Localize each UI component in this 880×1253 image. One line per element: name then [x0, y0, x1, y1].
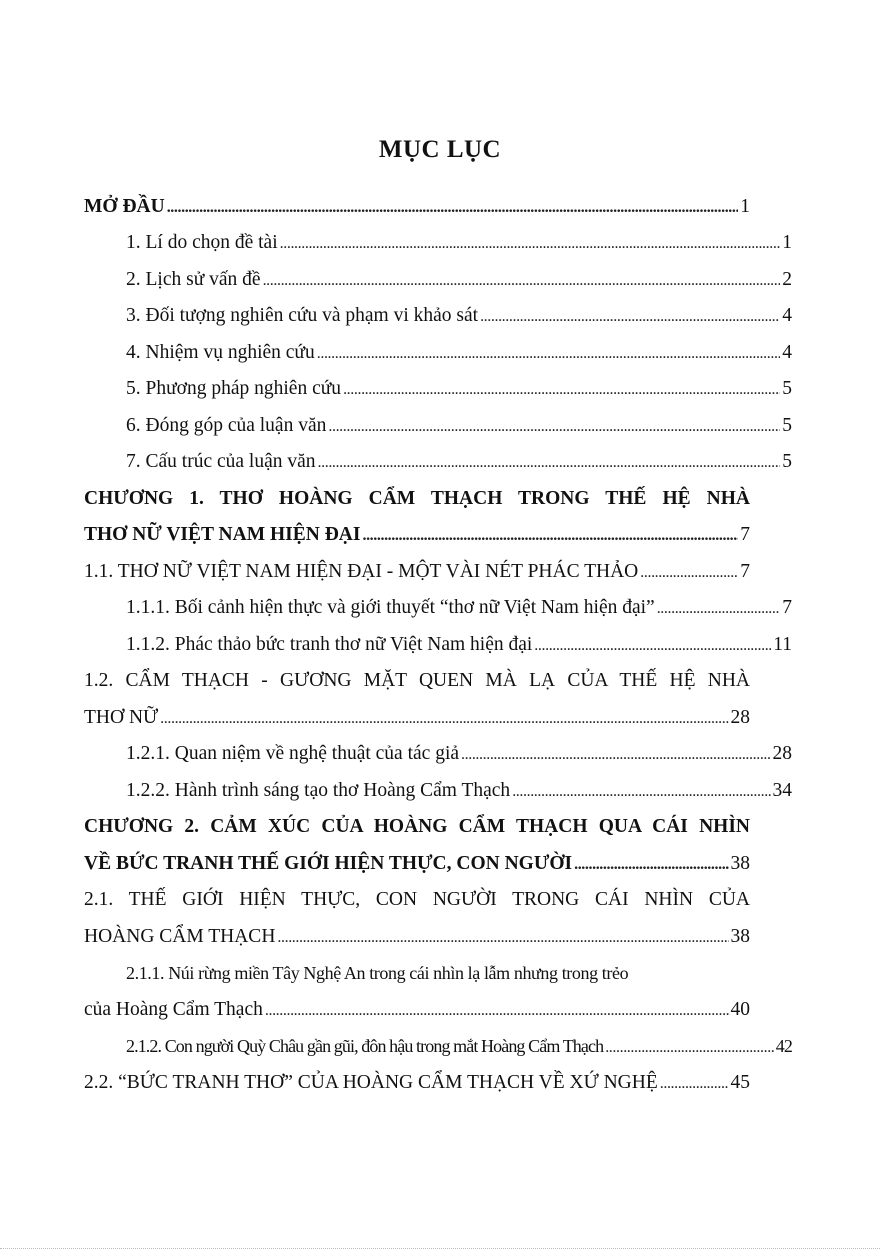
dot-leader	[160, 701, 728, 736]
dot-leader	[534, 628, 771, 663]
toc-entry[interactable]	[84, 774, 792, 808]
toc-label: 1.2.2. Hành trình sáng tạo thơ Hoàng Cẩm Thạch	[126, 780, 511, 801]
toc-label: 1.2. CẨM THẠCH - GƯƠNG MẶT QUEN MÀ LẠ CỦA THẾ HỆ NHÀ	[84, 670, 750, 691]
toc-label: 2.2. “BỨC TRANH THƠ” CỦA HOÀNG CẨM THẠCH VỀ XỨ NGHỆ	[84, 1072, 658, 1093]
toc-label: CHƯƠNG 2. CẢM XÚC CỦA HOÀNG CẨM THẠCH QUA CÁI NHÌN	[84, 816, 750, 837]
toc-page-number: 28	[772, 743, 792, 764]
toc-entry[interactable]	[84, 1066, 750, 1100]
toc-page-number: 45	[730, 1072, 750, 1093]
toc-page-number: 34	[772, 780, 792, 801]
toc-entry[interactable]	[84, 628, 792, 662]
toc-page-number: 7	[782, 597, 792, 618]
dot-leader	[605, 1029, 774, 1065]
toc-label: 4. Nhiệm vụ nghiên cứu	[126, 342, 315, 363]
toc-page-number: 11	[773, 634, 792, 655]
dot-leader	[167, 190, 739, 225]
toc-entry[interactable]	[84, 263, 792, 297]
toc-entry[interactable]	[84, 409, 792, 443]
toc-label: CHƯƠNG 1. THƠ HOÀNG CẨM THẠCH TRONG THẾ HỆ NHÀ	[84, 488, 750, 509]
dot-leader	[362, 518, 738, 553]
toc-label: HOÀNG CẨM THẠCH	[84, 926, 276, 947]
toc-entry[interactable]	[84, 226, 792, 260]
toc-entry-chapter-1[interactable]	[84, 518, 750, 552]
toc-page-number: 7	[740, 524, 750, 545]
toc-label: 2.1. THẾ GIỚI HIỆN THỰC, CON NGƯỜI TRONG CÁI NHÌN CỦA	[84, 889, 750, 910]
toc-section-1-2-heading[interactable]	[84, 664, 750, 698]
toc-page-number: 5	[782, 378, 792, 399]
toc-entry[interactable]	[84, 701, 750, 735]
toc-page-number: 1	[782, 232, 792, 253]
toc-page-number: 42	[775, 1036, 792, 1056]
toc-chapter-2-heading[interactable]	[84, 810, 750, 844]
toc-label: MỞ ĐẦU	[84, 196, 165, 217]
toc-label: 1.1. THƠ NỮ VIỆT NAM HIỆN ĐẠI - MỘT VÀI NÉT PHÁC THẢO	[84, 561, 639, 582]
toc-chapter-1-heading[interactable]	[84, 482, 750, 516]
page-title: MỤC LỤC	[378, 136, 502, 163]
toc-label: 2.1.1. Núi rừng miền Tây Nghệ An trong cái nhìn lạ lẫm nhưng trong trẻo	[126, 963, 629, 983]
toc-page-number: 5	[782, 451, 792, 472]
toc-entry-mo-dau[interactable]	[84, 190, 750, 224]
dot-leader	[317, 336, 781, 371]
dot-leader	[574, 847, 728, 882]
toc-page-number: 7	[740, 561, 750, 582]
toc-page-number: 2	[782, 269, 792, 290]
dot-leader	[328, 409, 780, 444]
toc-page-number: 5	[782, 415, 792, 436]
toc-entry[interactable]	[84, 445, 792, 479]
dot-leader	[343, 372, 780, 407]
dot-leader	[280, 226, 781, 261]
toc-entry[interactable]	[84, 737, 792, 771]
toc-label: VỀ BỨC TRANH THẾ GIỚI HIỆN THỰC, CON NGƯỜI	[84, 853, 573, 874]
toc-label: 1. Lí do chọn đề tài	[126, 232, 278, 253]
toc-page-number: 40	[730, 999, 750, 1020]
toc-label: 1.1.2. Phác thảo bức tranh thơ nữ Việt Nam hiện đại	[126, 634, 533, 655]
toc-entry-chapter-2[interactable]	[84, 847, 750, 881]
dot-leader	[263, 263, 781, 298]
toc-label: 7. Cấu trúc của luận văn	[126, 451, 316, 472]
dot-leader	[265, 993, 729, 1028]
toc-page-number: 38	[730, 853, 750, 874]
page-bottom-edge	[0, 1248, 880, 1249]
toc-entry[interactable]	[84, 920, 750, 954]
toc-entry[interactable]	[84, 591, 792, 625]
toc-section-2-1-1-heading[interactable]	[84, 956, 792, 990]
dot-leader	[480, 299, 780, 334]
toc-section-2-1-heading[interactable]	[84, 883, 750, 917]
toc-label: THƠ NỮ	[84, 707, 159, 728]
toc-entry[interactable]	[84, 372, 792, 406]
toc-label: 2. Lịch sử vấn đề	[126, 269, 261, 290]
toc-page-number: 38	[730, 926, 750, 947]
toc-label: THƠ NỮ VIỆT NAM HIỆN ĐẠI	[84, 524, 361, 545]
toc-label: 6. Đóng góp của luận văn	[126, 415, 327, 436]
dot-leader	[640, 555, 738, 590]
toc-page-number: 28	[730, 707, 750, 728]
toc-entry[interactable]	[84, 299, 792, 333]
dot-leader	[318, 445, 781, 480]
toc-entry[interactable]	[84, 1029, 792, 1063]
toc-entry[interactable]	[84, 993, 750, 1027]
toc-label: 1.2.1. Quan niệm về nghệ thuật của tác giả	[126, 743, 460, 764]
toc-page-number: 1	[740, 196, 750, 217]
dot-leader	[512, 774, 770, 809]
toc-label: 2.1.2. Con người Quỳ Châu gần gũi, đôn hậu trong mắt Hoàng Cẩm Thạch	[126, 1036, 604, 1056]
toc-label: 3. Đối tượng nghiên cứu và phạm vi khảo sát	[126, 305, 479, 326]
toc-page-number: 4	[782, 305, 792, 326]
toc-entry[interactable]	[84, 336, 792, 370]
toc-page-number: 4	[782, 342, 792, 363]
dot-leader	[277, 920, 728, 955]
dot-leader	[461, 737, 770, 772]
toc-label: 1.1.1. Bối cảnh hiện thực và giới thuyết “thơ nữ Việt Nam hiện đại”	[126, 597, 655, 618]
toc-label: của Hoàng Cẩm Thạch	[84, 999, 263, 1020]
toc-entry[interactable]	[84, 555, 750, 589]
toc-label: 5. Phương pháp nghiên cứu	[126, 378, 342, 399]
dot-leader	[660, 1066, 729, 1101]
dot-leader	[657, 591, 781, 626]
